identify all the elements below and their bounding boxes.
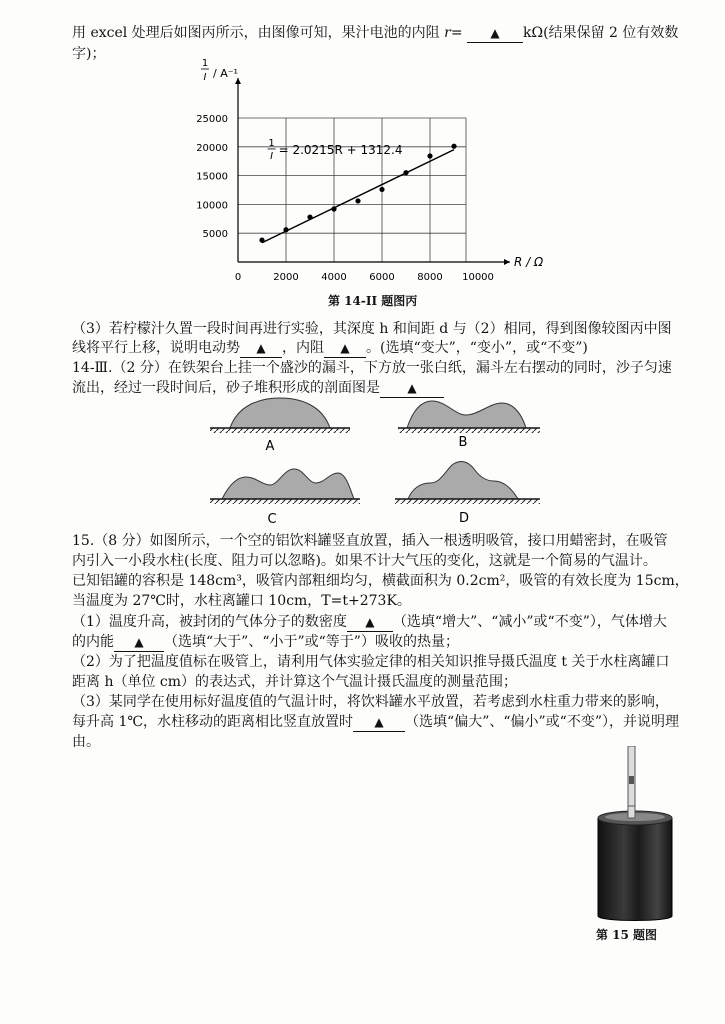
q15-p3-b: 每升高 1℃，水柱移动的距离相比竖直放置时 <box>72 714 354 730</box>
sand-option-c[interactable] <box>210 469 360 525</box>
q3-text-b: ，内阻 <box>282 340 324 356</box>
x-tick-label: 2000 <box>273 272 299 283</box>
q15-p3-c: （选填“偏大”、“偏小”或“不变”），并说明理 <box>405 714 679 730</box>
triangle-mark: ▲ <box>256 341 266 355</box>
x-tick-label: 0 <box>234 272 242 283</box>
x-axis-arrow-icon <box>504 259 510 265</box>
option-label-c: C <box>267 512 277 525</box>
q15-line-4: 当温度为 27℃时，水柱离罐口 10cm，T=t+273K。 <box>72 593 411 609</box>
x-tick-label: 4000 <box>321 272 347 283</box>
intro-prefix: 用 excel 处理后如图丙所示，由图像可知，果汁电池的内阻 <box>72 25 440 41</box>
y-axis-label-unit: / A⁻¹ <box>213 67 238 80</box>
triangle-mark: ▲ <box>407 381 417 395</box>
equation-denominator: I <box>270 150 274 162</box>
answer-blank-resistance[interactable] <box>324 339 366 358</box>
q15-part2-line-2: 距离 h（单位 cm）的表达式，并计算这个气温计摄氏温度的测量范围； <box>72 674 518 690</box>
r-variable: r <box>444 25 451 41</box>
x-tick-label: 10000 <box>462 272 494 283</box>
intro-suffix-a: kΩ(结果保留 2 位有效数 <box>523 25 679 41</box>
sand-option-b[interactable] <box>398 401 540 450</box>
triangle-mark: ▲ <box>340 341 350 355</box>
chart-figure <box>0 0 725 300</box>
triangle-mark: ▲ <box>374 715 384 729</box>
fit-line <box>262 150 454 243</box>
q15-line-3: 已知铝罐的容积是 148cm³，吸管内部粗细均匀，横截面积为 0.2cm²，吸管的有效长度为 15cm， <box>72 573 689 589</box>
answer-blank-distance[interactable] <box>353 713 405 732</box>
option-label-a: A <box>265 439 275 454</box>
option-label-b: B <box>458 435 468 450</box>
data-point <box>451 144 456 149</box>
q15-part3-line-1: （3）某同学在使用标好温度值的气温计时，将饮料罐水平放置，若考虑到水柱重力带来的影响， <box>72 694 669 710</box>
can-figure-caption: 第 15 题图 <box>596 928 658 942</box>
data-point <box>355 198 360 203</box>
y-tick-label: 15000 <box>196 171 228 183</box>
q14-3-line-1: 14-Ⅲ.（2 分）在铁架台上挂一个盛沙的漏斗，下方放一张白纸，漏斗左右摆动的同时，沙子匀速 <box>72 360 672 376</box>
answer-blank-emf[interactable] <box>240 339 282 358</box>
sand-option-d[interactable] <box>395 462 540 525</box>
x-tick-label: 6000 <box>369 272 395 283</box>
sand-profile-d <box>408 462 518 499</box>
triangle-mark: ▲ <box>490 26 500 40</box>
q15-part3-line-2 <box>72 713 679 732</box>
answer-blank-energy[interactable] <box>114 633 164 652</box>
can-body <box>598 818 672 921</box>
q15-part3-line-3: 由。 <box>72 734 100 750</box>
q15-line-1: 15.（8 分）如图所示，一个空的铝饮料罐竖直放置，插入一根透明吸管，接口用蜡密封，在吸管 <box>72 533 668 549</box>
sand-profile-a <box>230 398 330 428</box>
q15-p1-a: （1）温度升高，被封闭的气体分子的数密度 <box>72 614 347 630</box>
data-point <box>331 206 336 211</box>
y-axis-label-numerator: 1 <box>201 58 209 69</box>
y-axis-label-denominator: I <box>203 72 207 83</box>
q3-line-2 <box>72 339 588 358</box>
data-point <box>307 214 312 219</box>
triangle-mark: ▲ <box>134 635 144 649</box>
triangle-mark: ▲ <box>365 615 375 629</box>
x-tick-label: 8000 <box>417 272 443 283</box>
data-point <box>427 153 432 158</box>
sand-options-figure <box>0 395 725 525</box>
q3-line-1: （3）若柠檬汁久置一段时间再进行实验，其深度 h 和间距 d 与（2）相同，得到图像较图丙中图 <box>72 321 672 337</box>
answer-blank-density[interactable] <box>347 613 393 632</box>
data-point <box>403 170 408 175</box>
chart-caption: 第 14-II 题图丙 <box>328 294 418 308</box>
sand-profile-b <box>407 401 526 428</box>
equation-rhs: = 2.0215R + 1312.4 <box>278 142 403 157</box>
q14-3-text: 流出，经过一段时间后，砂子堆积形成的剖面图是 <box>72 380 380 396</box>
sand-option-a[interactable] <box>210 398 350 454</box>
q3-text-a: 线将平行上移，说明电动势 <box>72 340 240 356</box>
y-tick-label: 20000 <box>196 142 228 154</box>
can-thermometer-figure <box>590 746 680 926</box>
data-point <box>379 187 384 192</box>
intro-suffix-b: 字)； <box>72 46 106 62</box>
q15-p1-c: 的内能 <box>72 634 114 650</box>
x-axis-label: R / Ω <box>514 255 544 269</box>
q15-p1-b: （选填“增大”、“减小”或“不变”），气体增大 <box>392 614 667 630</box>
data-point <box>283 227 288 232</box>
q15-part1-line-1 <box>72 613 667 632</box>
water-column <box>629 776 634 784</box>
data-point <box>259 238 264 243</box>
y-tick-label: 10000 <box>196 200 228 212</box>
q3-text-c: 。(选填“变大”，“变小”，或“不变”) <box>366 340 588 356</box>
q15-part2-line-1: （2）为了把温度值标在吸管上，请利用气体实验定律的相关知识推导摄氏温度 t 关于水柱离罐口 <box>72 654 670 670</box>
equals-sign: = <box>450 25 463 41</box>
q15-p1-d: （选填“大于”、“小于”或“等于”）吸收的热量； <box>164 634 459 650</box>
q15-line-2: 内引入一小段水柱(长度、阻力可以忽略)。如果不计大气压的变化，这就是一个简易的气温计。 <box>72 553 657 569</box>
equation-numerator: 1 <box>268 137 275 149</box>
sand-profile-c <box>222 469 354 499</box>
y-tick-label: 25000 <box>196 114 228 125</box>
y-tick-label: 5000 <box>202 229 228 241</box>
q15-part1-line-2 <box>72 633 459 652</box>
option-label-d: D <box>458 511 470 525</box>
